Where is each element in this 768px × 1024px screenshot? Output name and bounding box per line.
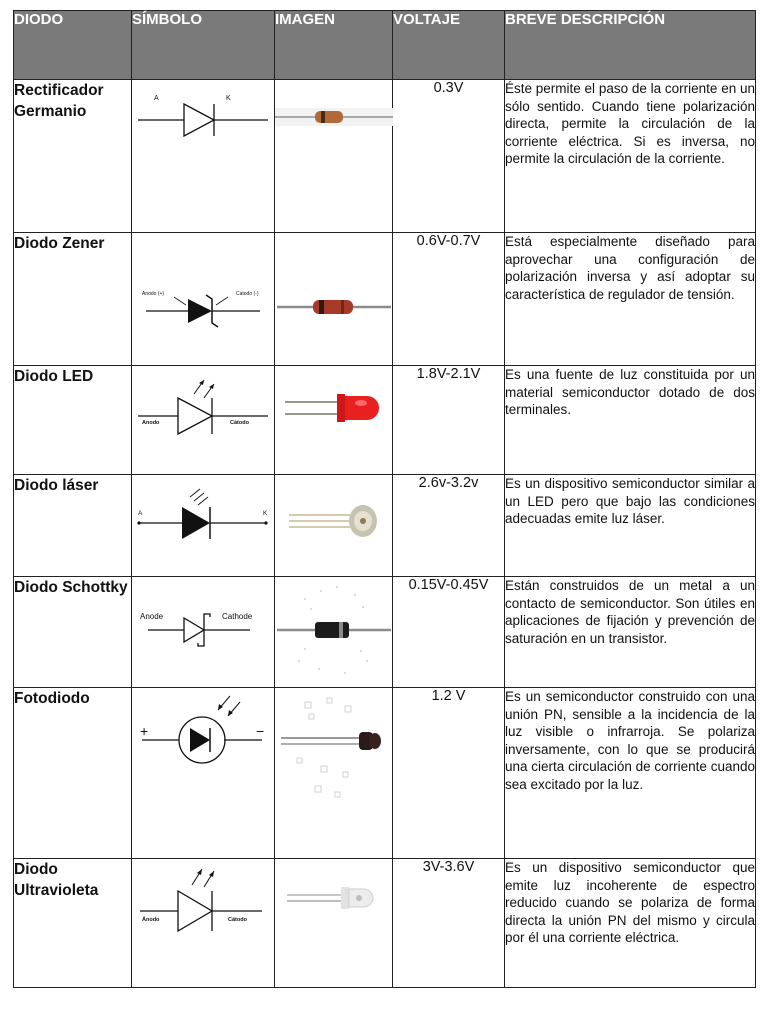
symbol-label-right: Cathode [222,612,253,621]
germanium-diode-photo [275,80,393,232]
rectifier-symbol-icon [132,80,275,232]
table-row [14,233,756,366]
symbol-label-left: Ánodo [142,917,160,923]
symbol-label-left: A [138,510,143,517]
diode-description: Éste permite el paso de la corriente en un sólo sentido. Cuando tiene polarización directa, permite la circulación de la corriente eléctrica. Si es inversa, no permite la circulación de la corriente. [505,80,756,233]
table-row [14,80,756,233]
header-diodo: DIODO [14,11,132,80]
symbol-label-right: Cátodo [230,420,249,426]
diode-description: Es una fuente de luz constituida por un material semiconductor dotado de dos terminales. [505,366,756,475]
diode-name: Rectificador Germanio [14,80,132,233]
diode-description: Es un dispositivo semiconductor que emite luz incoherente de espectro reducido cuando se polariza de forma directa la unión PN del mismo y circula por él una corriente eléctrica. [505,859,756,988]
table-row [14,366,756,475]
diode-voltage: 3V-3.6V [393,859,505,988]
diode-image [275,475,393,577]
header-row [14,11,756,80]
table-row [14,475,756,577]
symbol-label-right: Cátodo [228,917,247,923]
uv-led-symbol-icon [132,859,275,987]
diode-symbol [132,577,275,688]
diode-image [275,366,393,475]
photodiode-symbol-icon [132,688,275,858]
table-row [14,688,756,859]
laser-symbol-icon [132,475,275,576]
led-symbol-icon [132,366,275,474]
diode-voltage: 0.15V-0.45V [393,577,505,688]
symbol-label-left: + [140,723,149,739]
symbol-label-left: A [154,95,159,102]
diode-name: Diodo Ultravioleta [14,859,132,988]
diode-description: Es un semiconductor construido con una unión PN, sensible a la incidencia de la luz visible o infrarroja. Se polariza inversamente, con lo que se producirá una cierta circulación de corriente cuando sea excitado por la luz. [505,688,756,859]
symbol-label-left: Anodo [142,420,160,426]
symbol-label-right: − [256,723,265,739]
header-simbolo: SÍMBOLO [132,11,275,80]
diode-table [13,10,756,988]
header-voltaje: VOLTAJE [393,11,505,80]
symbol-label-right: K [226,95,231,102]
diode-image [275,688,393,859]
diode-description: Es un dispositivo semiconductor similar a un LED pero que bajo las condiciones adecuadas emite luz láser. [505,475,756,577]
schottky-symbol-icon [132,577,275,687]
zener-symbol-icon [132,233,275,365]
symbol-label-left: Anode [140,612,164,621]
diode-image [275,80,393,233]
table-row [14,859,756,988]
header-descripcion: BREVE DESCRIPCIÓN [505,11,756,80]
diode-image [275,859,393,988]
diode-voltage: 0.3V [393,80,505,233]
uv-diode-photo [275,859,393,987]
diode-voltage: 1.8V-2.1V [393,366,505,475]
symbol-label-right: K [263,510,268,517]
diode-name: Diodo láser [14,475,132,577]
diode-symbol [132,233,275,366]
diode-symbol [132,859,275,988]
diode-description: Están construidos de un metal a un contacto de semiconductor. Son útiles en aplicaciones de fijación y prevención de saturación en un transistor. [505,577,756,688]
symbol-label-right: Catodo (-) [236,291,259,297]
header-imagen: IMAGEN [275,11,393,80]
diode-name: Diodo LED [14,366,132,475]
diode-name: Fotodiodo [14,688,132,859]
diode-image [275,233,393,366]
diode-voltage: 0.6V-0.7V [393,233,505,366]
photodiode-photo [275,688,393,858]
diode-symbol [132,688,275,859]
zener-diode-photo [275,233,393,365]
diode-symbol [132,366,275,475]
table-row [14,577,756,688]
schottky-diode-photo [275,577,393,687]
diode-voltage: 2.6v-3.2v [393,475,505,577]
diode-voltage: 1.2 V [393,688,505,859]
diode-symbol [132,80,275,233]
diode-symbol [132,475,275,577]
diode-name: Diodo Zener [14,233,132,366]
diode-name: Diodo Schottky [14,577,132,688]
laser-diode-photo [275,475,393,576]
led-photo [275,366,393,474]
symbol-label-left: Anodo (+) [142,291,165,297]
diode-image [275,577,393,688]
diode-description: Está especialmente diseñado para aprovechar una configuración de polarización inversa y así adoptar su característica de regulador de tensión. [505,233,756,366]
